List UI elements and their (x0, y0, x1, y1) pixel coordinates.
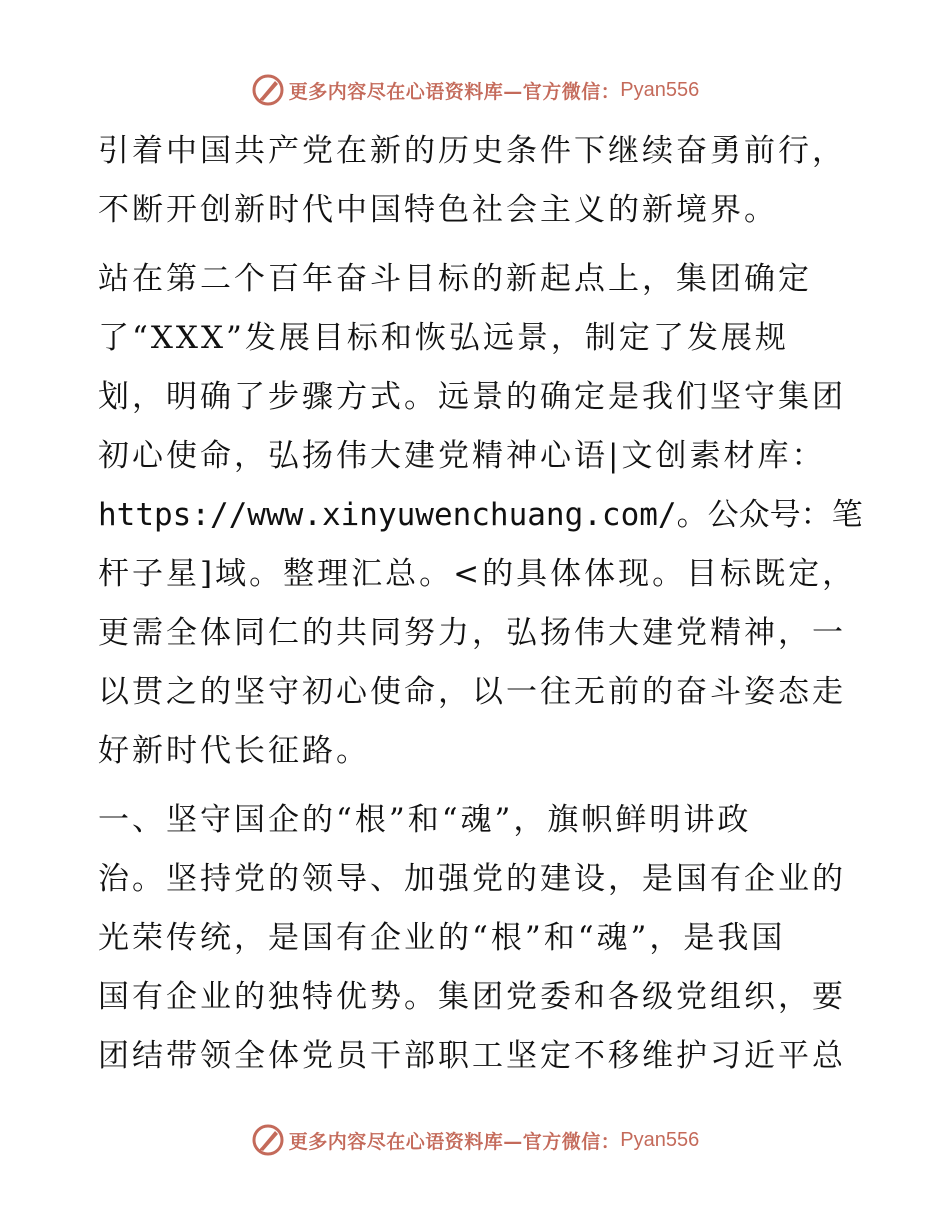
quill-logo-icon (251, 1123, 285, 1157)
watermark-text: 更多内容尽在心语资料库—官方微信： (288, 80, 621, 103)
text-line: 站在第二个百年奋斗目标的新起点上，集团确定 (98, 261, 812, 297)
text-line: 一、坚守国企的“根”和“魂”，旗帜鲜明讲政 (98, 802, 752, 838)
document-body (98, 122, 863, 1096)
text-line: 以贯之的坚守初心使命，以一往无前的奋斗姿态走 (98, 674, 846, 710)
watermark-text: 更多内容尽在心语资料库—官方微信： (288, 1130, 621, 1153)
text-line: 光荣传统，是国有企业的“根”和“魂”，是我国 (98, 920, 786, 956)
paragraph (98, 791, 858, 1086)
text-line: 引着中国共产党在新的历史条件下继续奋勇前行， (98, 133, 846, 169)
text-line-url: https://www.xinyuwenchuang.com/。公众号：笔 (98, 497, 863, 533)
footer-watermark (0, 1120, 950, 1160)
paragraph (98, 250, 863, 781)
text-line: 杆子星]域。整理汇总。<的具体体现。目标既定， (98, 556, 857, 592)
watermark-wechat-id: Pyan556 (620, 1128, 700, 1151)
text-line: 不断开创新时代中国特色社会主义的新境界。 (98, 192, 778, 228)
text-line: 国有企业的独特优势。集团党委和各级党组织，要 (98, 979, 846, 1015)
watermark-wechat-id: Pyan556 (620, 78, 700, 101)
text-line: 划，明确了步骤方式。远景的确定是我们坚守集团 (98, 379, 846, 415)
text-line: 更需全体同仁的共同努力，弘扬伟大建党精神，一 (98, 615, 846, 651)
text-line: 了“XXX”发展目标和恢弘远景，制定了发展规 (98, 320, 789, 356)
quill-logo-icon (251, 73, 285, 107)
text-line: 初心使命，弘扬伟大建党精神心语|文创素材库： (98, 438, 826, 474)
header-watermark (0, 70, 950, 110)
paragraph (98, 122, 858, 240)
text-line: 治。坚持党的领导、加强党的建设，是国有企业的 (98, 861, 846, 897)
text-line: 好新时代长征路。 (98, 733, 370, 769)
text-line: 团结带领全体党员干部职工坚定不移维护习近平总 (98, 1038, 846, 1074)
